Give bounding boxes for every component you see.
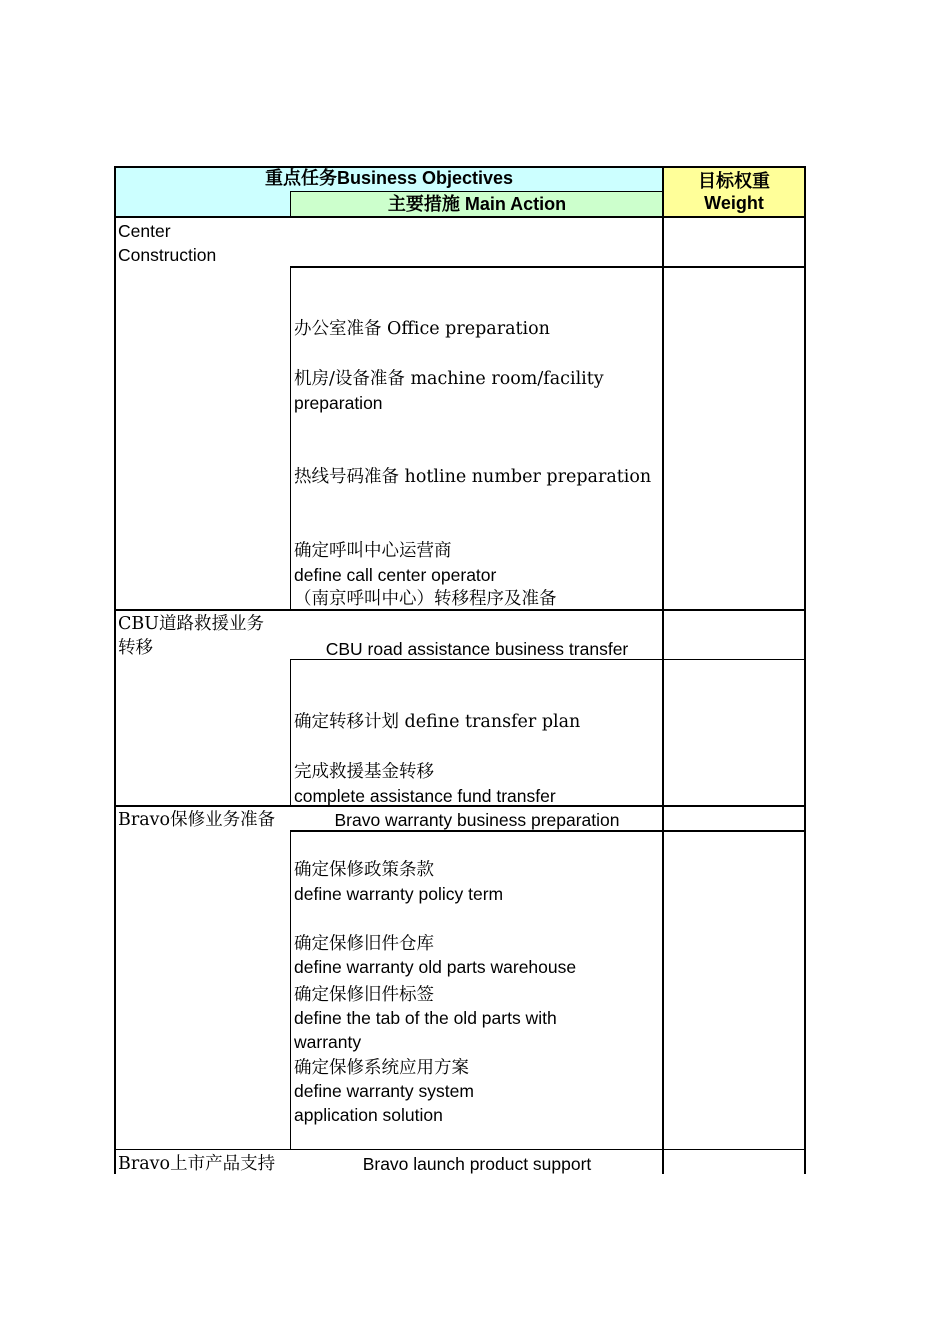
grid-line: [662, 166, 664, 1174]
action-item: define warranty system: [294, 1081, 474, 1101]
objective-label: CBU道路救援业务: [118, 614, 264, 634]
action-item: 机房/设备准备 machine room/facility: [294, 369, 604, 389]
section-title: Bravo warranty business preparation: [334, 810, 620, 830]
header-weight-en: Weight: [704, 193, 764, 213]
section-title: CBU road assistance business transfer: [325, 639, 629, 659]
grid-line: [114, 166, 806, 168]
header-main-action: 主要措施 Main Action: [387, 194, 567, 214]
action-item: 确定呼叫中心运营商: [294, 541, 452, 561]
header-business-objectives: 重点任务Business Objectives: [264, 168, 514, 188]
header-weight-cn: 目标权重: [698, 171, 770, 191]
action-item: complete assistance fund transfer: [294, 786, 556, 806]
grid-line: [290, 266, 806, 268]
objective-label: Center: [118, 221, 171, 241]
section-title: Bravo launch product support: [362, 1154, 592, 1174]
action-item: （南京呼叫中心）转移程序及准备: [294, 588, 557, 608]
grid-line: [804, 166, 806, 1174]
action-item: define warranty policy term: [294, 884, 504, 904]
objective-label: Bravo保修业务准备: [118, 810, 276, 830]
grid-line: [290, 830, 291, 1150]
action-item: 热线号码准备 hotline number preparation: [294, 467, 652, 487]
objective-label: Construction: [118, 245, 217, 265]
action-item: define warranty old parts warehouse: [294, 957, 577, 977]
grid-line: [290, 191, 291, 218]
action-item: 确定保修系统应用方案: [294, 1058, 469, 1078]
grid-line: [290, 659, 291, 807]
grid-line: [114, 216, 806, 218]
grid-line: [290, 266, 291, 611]
action-item: define the tab of the old parts with: [294, 1008, 557, 1028]
action-item: 确定保修旧件标签: [294, 985, 434, 1005]
action-item: define call center operator: [294, 565, 497, 585]
objective-label: Bravo上市产品支持: [118, 1154, 276, 1174]
action-item: 办公室准备 Office preparation: [294, 319, 550, 339]
action-item: 确定保修旧件仓库: [294, 934, 434, 954]
action-item: preparation: [294, 393, 383, 413]
grid-line: [114, 166, 116, 1174]
action-item: warranty: [294, 1032, 362, 1052]
action-item: 确定转移计划 define transfer plan: [294, 712, 581, 732]
action-item: 完成救援基金转移: [294, 762, 434, 782]
objective-label: 转移: [118, 638, 153, 658]
grid-line: [114, 1149, 806, 1150]
grid-line: [290, 191, 664, 192]
action-item: 确定保修政策条款: [294, 860, 434, 880]
action-item: application solution: [294, 1105, 443, 1125]
